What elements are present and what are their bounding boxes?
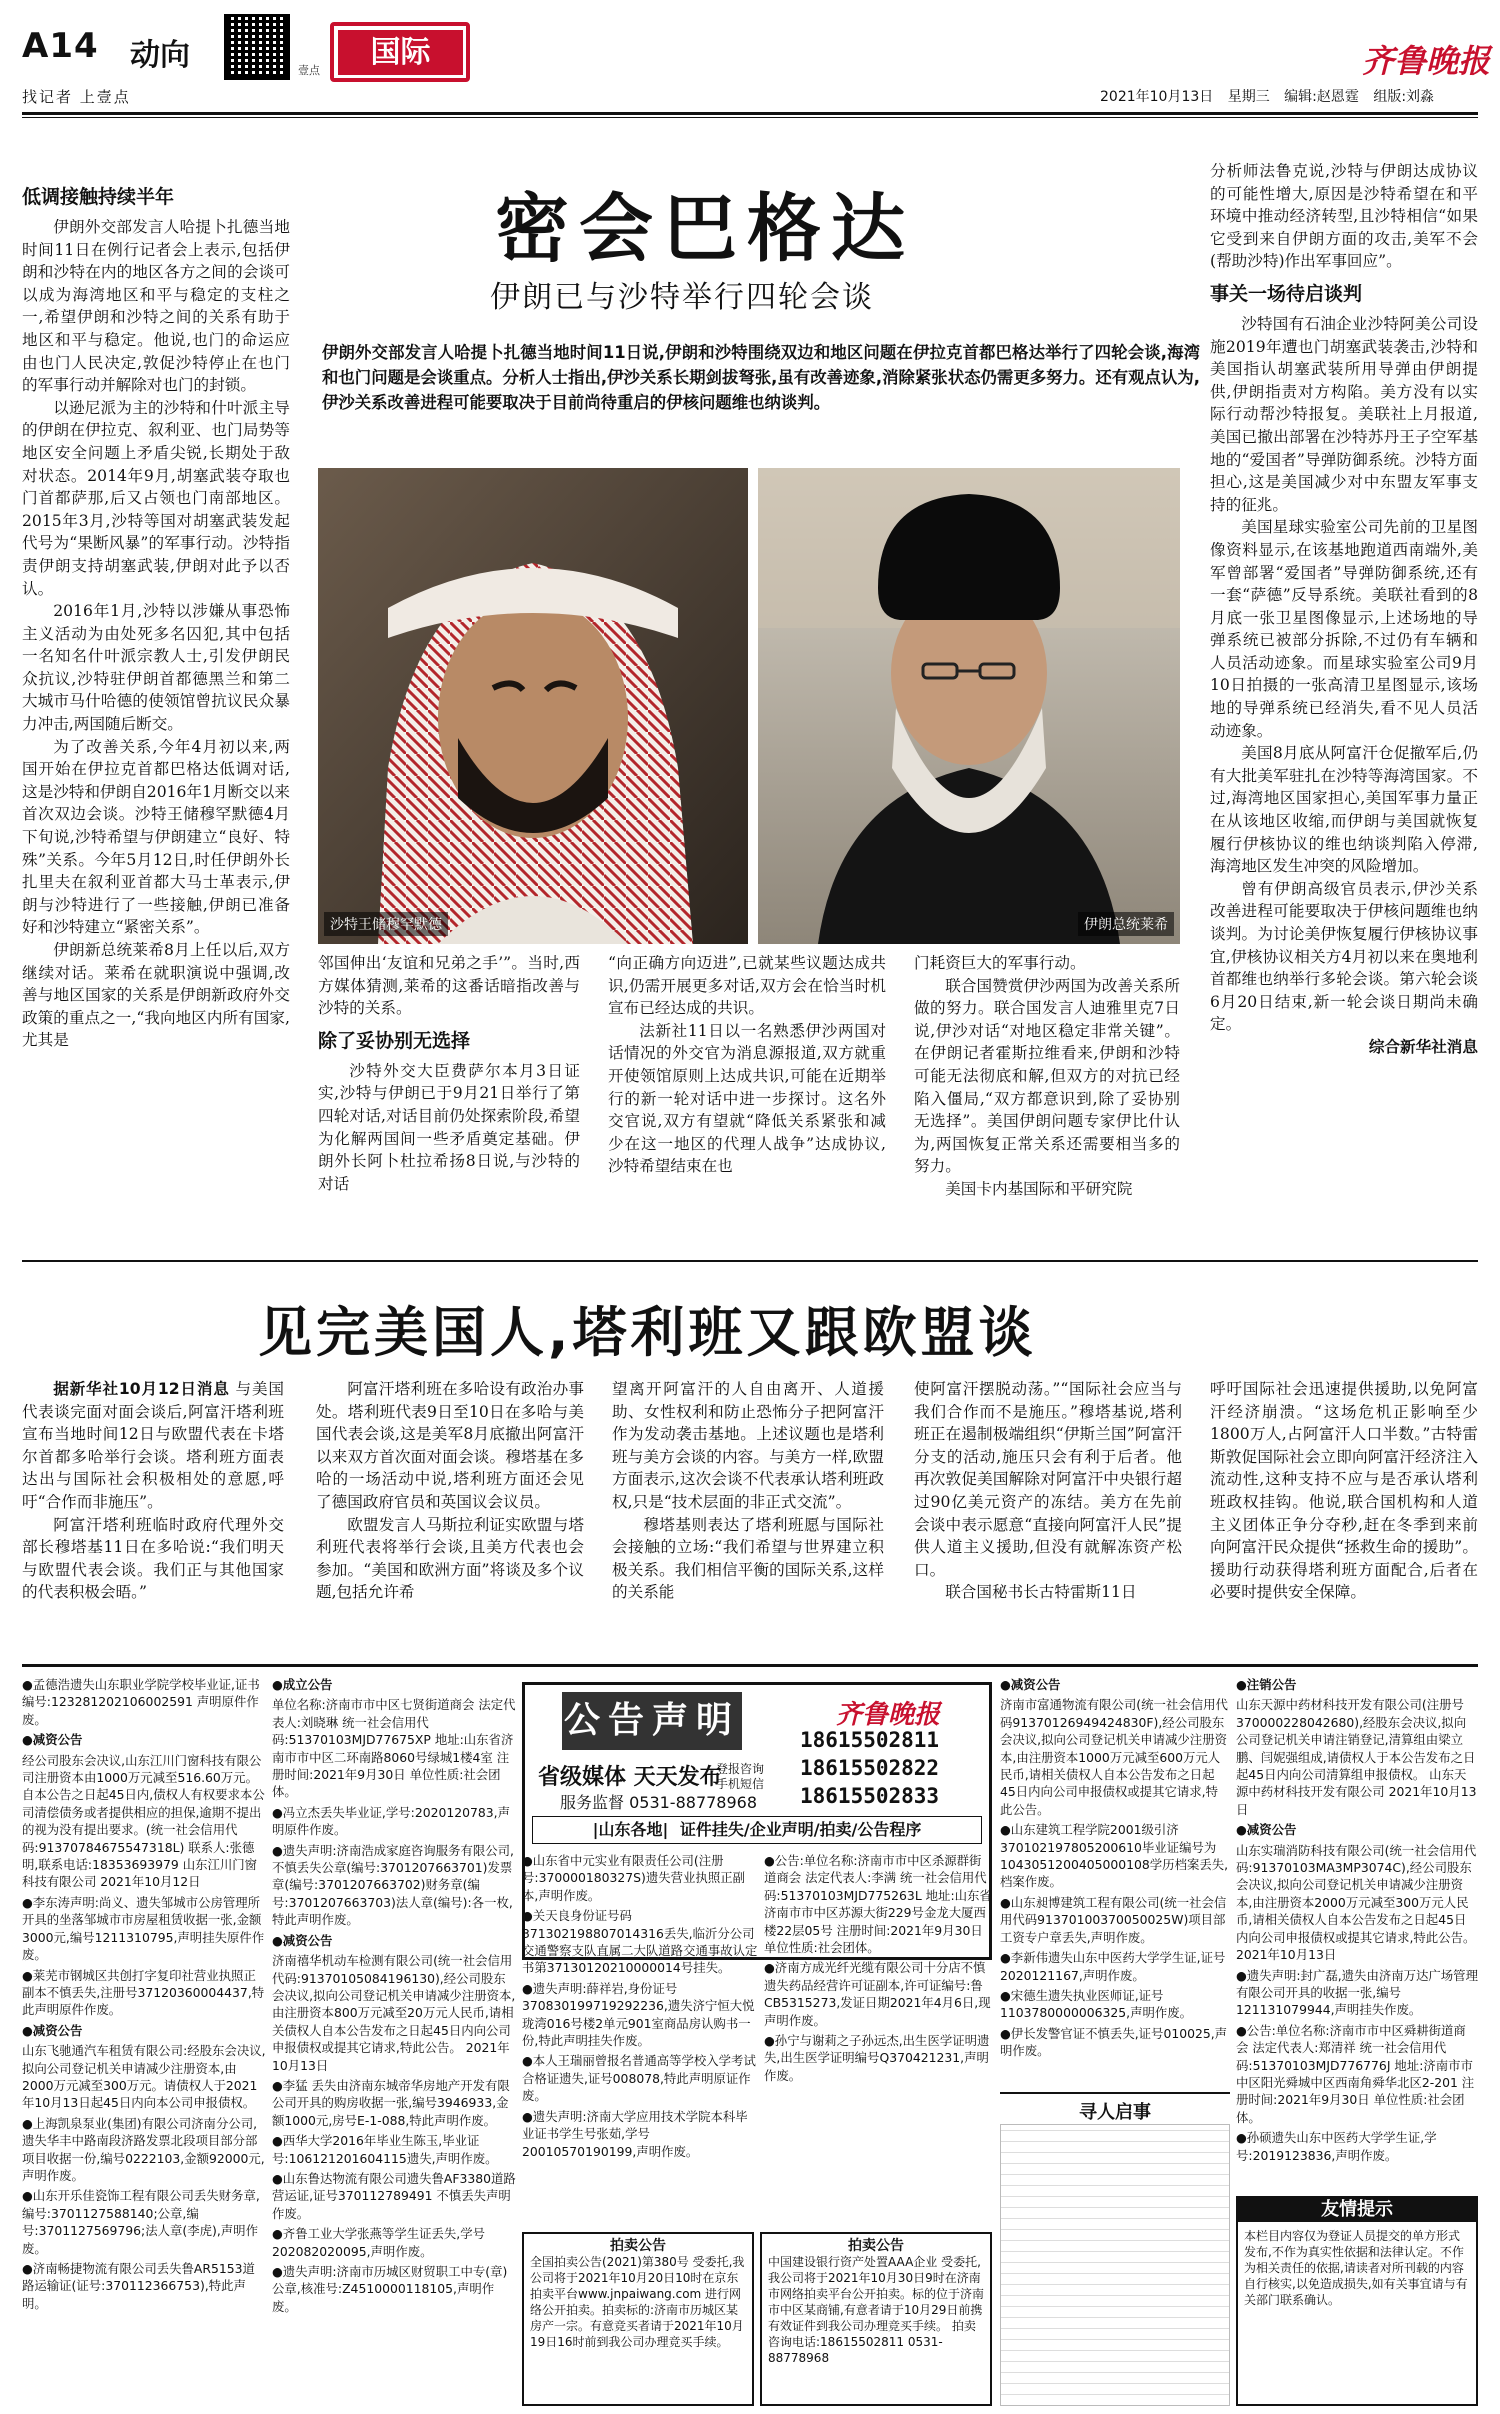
notice-category-bar: |山东各地| 证件挂失/企业声明/拍卖/公告程序 [532, 1816, 982, 1844]
ad-item: 济南禧华机动车检测有限公司(统一社会信用代码:91370105084196130),经公司股东会决议,拟向公司登记机关申请减少注册资本,由注册资本800万元减至20万元人民币,请相关债权人自本公告发布之日起45日内向公司申报债权或提其它请求,特此公告。 2021年10月13日 [272, 1953, 516, 2073]
story1-subhead-1: 低调接触持续半年 [22, 186, 175, 208]
ad-item: ●减资公告 [1236, 1822, 1297, 1838]
page-number: A14 [22, 26, 99, 66]
paragraph: 穆塔基则表达了塔利班愿与国际社会接触的立场:“我们希望与世界建立积极关系。我们相信平衡的国际关系,这样的关系能 [612, 1515, 884, 1602]
paragraph: 门耗资巨大的军事行动。 [914, 954, 1086, 972]
notice-reg-note: 登报咨询 手机短信 [716, 1762, 765, 1791]
ad-item: ●上海凯泉泵业(集团)有限公司济南分公司,遗失华丰中路南段济路发票北段项目部分部项目收据一份,编号0222103,金额92000元,声明作废。 [22, 2115, 265, 2183]
notice-phone-3[interactable]: 18615502833 [800, 1784, 940, 1808]
story1-column-1 [22, 182, 290, 1244]
paragraph-text: 与美国代表谈完面对面会谈后,阿富汗塔利班宣布当地时间12日与欧盟代表在卡塔尔首都多哈举行会谈。塔利班方面表达出与国际社会积极相处的意愿,呼吁“合作而非施压”。 [22, 1380, 284, 1511]
notice-box-title: 公告声明 [562, 1692, 742, 1750]
story1-credit: 综合新华社消息 [1368, 1037, 1478, 1056]
photo-caption-2: 伊朗总统莱希 [1078, 912, 1174, 936]
auction-a-text: 全国拍卖公告(2021)第380号 受委托,我公司将于2021年10月20日10时在京东拍卖平台www.jnpaiwang.com 进行网络公开拍卖。拍卖标的:济南市历城区某房产一宗。有意竞买者请于2021年10月19日16时前到我公司办理竞买手续。 [530, 2255, 745, 2349]
paragraph: 沙特国有石油企业沙特阿美公司设施2019年遭也门胡塞武装袭击,沙特和美国指认胡塞武装所用导弹由伊朗提供,伊朗指责对方构陷。美方没有以实际行动帮沙特报复。美联社上月报道,美国已撤出部署在沙特苏丹王子空军基地的“爱国者”导弹防御系统。沙特方面担心,这是美国减少对中东盟友军事支持的征兆。 [1210, 314, 1478, 514]
ad-item: ●山东昶博建筑工程有限公司(统一社会信用代码91370100370050025W)项目部工资专户章丢失,声明作废。 [1000, 1894, 1227, 1945]
notice-phone-1[interactable]: 18615502811 [800, 1728, 940, 1752]
ad-item: ●关天良身份证号码371302198807014316丢失,临沂分公司交通警察支队直属二大队道路交通事故认定书第37130120210000014号挂失。 [522, 1908, 758, 1976]
notice-box-logo: 齐鲁晚报 [836, 1700, 941, 1730]
ad-item: ●减资公告 [22, 2022, 83, 2038]
story1-lede: 伊朗外交部发言人哈提卜扎德当地时间11日说,伊朗和沙特围绕双边和地区问题在伊拉克首都巴格达举行了四轮会谈,海湾和也门问题是会谈重点。分析人士指出,伊沙关系长期剑拔弩张,虽有改善迹象,消除紧张状态仍需更多努力。还有观点认为,伊沙关系改善进程可能要取决于目前尚待重启的伊核问题维也纳谈判。 [322, 343, 1200, 412]
newspaper-logo: 齐鲁晚报 [1362, 42, 1491, 80]
paragraph: 望离开阿富汗的人自由离开、人道援助、女性权利和防止恐怖分子把阿富汗作为发动袭击基地。上述议题也是塔利班与美方会谈的内容。与美方一样,欧盟方面表示,这次会谈不代表承认塔利班政权,只是“技术层面的非正式交流”。 [612, 1380, 884, 1511]
ad-item: ●注销公告 [1236, 1677, 1297, 1692]
paragraph: 联合国赞赏伊沙两国为改善关系所做的努力。联合国发言人迪雅里克7日说,伊沙对话“对地区稳定非常关键”。在伊朗记者霍斯拉维看来,伊朗和沙特可能无法彻底和解,但双方的对抗已经陷入僵局,“双方都意识到,除了妥协别无选择”。美国伊朗问题专家伊比什认为,两国恢复正常关系还需要相当多的努力。 [914, 976, 1180, 1176]
story2-column-1 [22, 1378, 284, 1650]
portrait-iran-image [758, 468, 1180, 944]
ads-column-1 [22, 1676, 266, 2406]
ad-item: ●孟德浩遗失山东职业学院学校毕业证,证书编号:123281202106002591 声明原件作废。 [22, 1677, 260, 1727]
seek-person-notice [1000, 2124, 1230, 2406]
paragraph: 阿富汗塔利班临时政府代理外交部长穆塔基11日在多哈说:“我们明天与欧盟代表会谈。我们正与其他国家的代表积极会晤。” [22, 1515, 284, 1602]
reporter-hotline: 找记者 上壹点 [22, 88, 131, 106]
ad-item: ●减资公告 [272, 1932, 333, 1948]
ads-column-3a [522, 1852, 758, 2224]
issue-editor: 编辑:赵恩霆 [1284, 89, 1359, 105]
paragraph: 曾有伊朗高级官员表示,伊沙关系改善进程可能要取决于伊核问题维也纳谈判。为讨论美伊恢复履行伊核协议事宜,伊核协议相关方4月初以来在奥地利首都维也纳举行多轮会谈。第六轮会谈6月20日结束,新一轮会谈日期尚未确定。 [1210, 879, 1478, 1034]
paragraph: 伊朗外交部发言人哈提卜扎德当地时间11日在例行记者会上表示,包括伊朗和沙特在内的地区各方之间的会谈可以成为海湾地区和平与稳定的支柱之一,希望伊朗和沙特之间的关系有助于地区和平与稳定。他说,也门的命运应由也门人民决定,敦促沙特停止在也门的军事行动并解除对也门的封锁。 [22, 218, 290, 395]
ad-item: ●山东省中元实业有限责任公司(注册号:370000180327S)遗失营业执照正副本,声明作废。 [522, 1853, 745, 1903]
story1-title: 密会巴格达 [495, 186, 915, 272]
story1-column-4 [914, 952, 1180, 1244]
friendly-tip-box [1236, 2196, 1478, 2406]
photo-caption-1: 沙特王储穆罕默德 [324, 912, 448, 936]
notice-service-line: 服务监督 0531-88778968 [560, 1793, 758, 1812]
paragraph: 美国卡内基国际和平研究院 [945, 1179, 1133, 1198]
story2-column-2 [316, 1378, 584, 1650]
ad-item: ●山东鲁达物流有限公司遗失鲁AF3380道路营运证,证号370112789491 不慎丢失声明作废。 [272, 2170, 516, 2221]
ad-item: 山东天源中药材科技开发有限公司(注册号370000228042680),经股东会决议,拟向公司登记机关申请注销登记,清算组由梁立鹏、闫妮强组成,请债权人于本公告发布之日起45日内向公司清算组申报债权。 山东天源中药材科技开发有限公司 2021年10月13日 [1236, 1697, 1477, 1817]
ad-item: 山东飞驰通汽车租赁有限公司:经股东会决议,拟向公司登记机关申请减少注册资本,由2000万元减至300万元。请债权人于2021年10月13日起45日内向本公司申报债权。 [22, 2043, 266, 2111]
paragraph: 邻国伸出‘友谊和兄弟之手’”。当时,西方媒体猜测,莱希的这番话暗指改善与沙特的关系。 [318, 954, 580, 1018]
story1-subhead-3: 事关一场待启谈判 [1210, 282, 1363, 305]
seek-person-heading: 寻人启事 [1000, 2092, 1230, 2124]
issue-weekday: 星期三 [1227, 89, 1270, 105]
ad-item: ●孙宁与谢莉之子孙远杰,出生医学证明遗失,出生医学证明编号Q370421231,声明作废。 [764, 2033, 990, 2083]
ads-column-3b [764, 1852, 992, 2224]
paragraph: 法新社11日以一名熟悉伊沙两国对话情况的外交官为消息源报道,双方就重开使领馆原则上达成共识,可能在近期举行的新一轮对话中进一步探讨。这名外交官说,双方有望就“降低关系紧张和减少在这一地区的代理人战争”达成协议,沙特希望结束在也 [608, 1021, 886, 1176]
section-tag: 国际 [338, 30, 463, 75]
paragraph: 联合国秘书长古特雷斯11日 [945, 1583, 1137, 1602]
ad-item: ●宋德生遗失执业医师证,证号1103780000006325,声明作废。 [1000, 1987, 1193, 2021]
ad-item: ●遗失声明:薛祥岩,身份证号370830199719292236,遗失济宁恒大悦珑湾016号楼2单元901室商品房认购书一份,特此声明挂失作废。 [522, 1980, 755, 2049]
story2-column-5 [1210, 1378, 1478, 1650]
story2-dateline: 据新华社10月12日消息 [53, 1380, 230, 1398]
story1-column-3 [608, 952, 886, 1244]
qr-code-label: 壹点 [298, 64, 320, 77]
paragraph: 2016年1月,沙特以涉嫌从事恐怖主义活动为由处死多名囚犯,其中包括一名知名什叶派宗教人士,引发伊朗民众抗议,沙特驻伊朗首都德黑兰和第二大城市马什哈德的使领馆曾抗议民众暴力冲击,两国随后断交。 [22, 602, 290, 734]
notice-slogan: 省级媒体 天天发布 [538, 1765, 722, 1790]
ad-item: ●孙硕遗失山东中医药大学学生证,学号:2019123836,声明作废。 [1236, 2130, 1437, 2163]
ad-item: ●西华大学2016年毕业生陈玉,毕业证号:106121201604115遗失,声明作废。 [272, 2133, 498, 2166]
ad-item: ●山东建筑工程学院2001级引济370102197805200610毕业证编号为1043051200405000108学历档案丢失,档案作废。 [1000, 1822, 1229, 1890]
ad-item: ●减资公告 [22, 1732, 83, 1748]
ad-item: ●李东涛声明:尚义、遗失邹城市公房管理所开具的坐落邹城市市房屋租赁收据一张,金额3000元,编号1211310795,声明挂失原件作废。 [22, 1894, 265, 1963]
paragraph: 分析师法鲁克说,沙特与伊朗达成协议的可能性增大,原因是沙特希望在和平环境中推动经济转型,且沙特相信“如果它受到来自伊朗方面的攻击,美军不会(帮助沙特)作出军事回应”。 [1210, 162, 1478, 271]
photo-saudi-crown-prince [318, 468, 748, 944]
paragraph: “向正确方向迈进”,已就某些议题达成共识,仍需开展更多对话,双方会在恰当时机宣布已经达成的共识。 [608, 954, 886, 1018]
ad-item: 单位名称:济南市市中区七贤街道商会 法定代表人:刘晓琳 统一社会信用代码:51370103MJD77675XP 地址:山东省济南市市中区二环南路8060号绿城1楼4室 注册时间:2021年9月30日 单位性质:社会团体。 [272, 1697, 516, 1800]
ad-item: ●减资公告 [1000, 1677, 1061, 1692]
ad-item: ●遗失声明:济南浩成家庭咨询服务有限公司,不慎丢失公章(编号:3701207663701)发票章(编号:3701207663702)财务章(编号:3701207663703)法人章(编号):各一枚,特此声明作废。 [272, 1842, 514, 1928]
story2-title: 见完美国人,塔利班又跟欧盟谈 [258, 1301, 1037, 1364]
ad-item: ●济南畅捷物流有限公司丢失鲁AR5153道路运输证(证号:370112366753),特此声明。 [22, 2261, 255, 2311]
ads-column-4 [1000, 1676, 1230, 2086]
paragraph: 欧盟发言人马斯拉利证实欧盟与塔利班代表将举行会谈,且美方代表也会参加。“美国和欧洲方面”将谈及多个议题,包括允许希 [316, 1515, 584, 1602]
ad-item: ●伊长发警官证不慎丢失,证号010025,声明作废。 [1000, 2025, 1228, 2059]
paragraph: 沙特外交大臣费萨尔本月3日证实,沙特与伊朗已于9月21日举行了第四轮对话,对话目前仍处探索阶段,希望为化解两国间一些矛盾奠定基础。伊朗外长阿卜杜拉希扬8日说,与沙特的对话 [318, 1061, 580, 1193]
ad-item: ●李猛 丢失由济南东城帝华房地产开发有限公司开具的购房收据一张,编号3946933,金额1000元,房号E-1-088,特此声明作废。 [272, 2077, 510, 2128]
ad-item: ●公告:单位名称:济南市市中区杀源群街道商会 法定代表人:李满 统一社会信用代码:51370103MJD775263L 地址:山东省济南市市中区苏源大街229号金龙大厦西楼22层05号 注册时间:2021年9月30日 单位性质:社会团体。 [764, 1853, 992, 1956]
paragraph: 阿富汗塔利班在多哈设有政治办事处。塔利班代表9日至10日在多哈与美国代表会谈,这是美军8月底撤出阿富汗以来双方首次面对面会谈。穆塔基在多哈的一场活动中说,塔利班方面还会见了德国政府官员和英国议会议员。 [316, 1380, 584, 1511]
header-rule [22, 112, 1478, 115]
paragraph: 以逊尼派为主的沙特和什叶派主导的伊朗在伊拉克、叙利亚、也门局势等地区安全问题上矛盾尖锐,长期处于敌对状态。2014年9月,胡塞武装夺取也门首都萨那,后又占领也门南部地区。2015年3月,沙特等国对胡塞武装发起代号为“果断风暴”的军事行动。沙特指责伊朗支持胡塞武装,伊朗对此予以否认。 [22, 398, 290, 598]
auction-a-title: 拍卖公告 [610, 2238, 666, 2254]
ads-column-2 [272, 1676, 516, 2406]
ad-item: ●山东开乐佳瓷饰工程有限公司丢失财务章,编号:3701127588140;公章,编号:3701127569796;法人章(李虎),声明作废。 [22, 2188, 260, 2256]
friendly-tip-text: 本栏目内容仅为登证人员提交的单方形式发布,不作为真实性依据和法律认定。不作为相关责任的依据,请读者对所刊载的内容自行核实,以免造成损失,如有关事宜请与有关部门联系确认。 [1244, 2229, 1468, 2307]
paragraph: 为了改善关系,今年4月初以来,两国开始在伊拉克首都巴格达低调对话,这是沙特和伊朗自2016年1月断交以来首次双边会谈。沙特王储穆罕默德4月下旬说,沙特希望与伊朗建立“良好、特殊”关系。今年5月12日,时任伊朗外长扎里夫在叙利亚首都大马士革表示,伊朗与沙特进行了一些接触,伊朗已准备好和沙特建立“紧密关系”。 [22, 737, 290, 937]
portrait-saudi-image [318, 468, 748, 944]
ads-divider [22, 1664, 1478, 1667]
ad-item: ●莱芜市钢城区共创打字复印社营业执照正副本不慎丢失,注册号37120360004437,特此声明原件作废。 [22, 1967, 265, 2018]
ad-item: ●本人王瑞丽曾报名普通高等学校入学考试合格证遗失,证号008078,特此声明原证作废。 [522, 2053, 756, 2104]
paragraph: 美国星球实验室公司先前的卫星图像资料显示,在该基地跑道西南端外,美军曾部署“爱国者”导弹防御系统,还有一套“萨德”反导系统。美联社看到的8月底一张卫星图像显示,上述场地的导弹系统已被部分拆除,不过仍有车辆和人员活动迹象。而星球实验室公司9月10日拍摄的一张高清卫星图显示,该场地的导弹系统已经消失,看不见人员活动迹象。 [1210, 518, 1478, 740]
story2-column-4 [914, 1378, 1182, 1650]
ad-item: ●李新伟遗失山东中医药大学学生证,证号2020121167,声明作废。 [1000, 1950, 1226, 1983]
ad-item: 山东实瑞消防科技有限公司(统一社会信用代码:91370103MA3MP3074C),经公司股东会决议,拟向公司登记机关申请减少注册资本,由注册资本2000万元减至300万元人民币,请相关债权人自本公告发布之日起45日内向公司申报债权或提其它请求,特此公告。 2021年10月13日 [1236, 1842, 1477, 1963]
ad-item: ●遗失声明:封广磊,遗失由济南万达广场管理有限公司开具的收据一张,编号121131079944,声明挂失作废。 [1236, 1967, 1478, 2018]
auction-notice-a [522, 2232, 754, 2406]
photo-iran-president [758, 468, 1180, 944]
story1-subtitle: 伊朗已与沙特举行四轮会谈 [490, 280, 874, 315]
paragraph [22, 1378, 284, 1514]
issue-meta [1100, 86, 1434, 106]
issue-designer: 组版:刘淼 [1373, 89, 1435, 105]
story2-column-3 [612, 1378, 884, 1650]
section-divider [22, 1260, 1478, 1262]
ad-item: 经公司股东会决议,山东江川门窗科技有限公司注册资本由1000万元减至516.60万元。自本公告之日起45日内,债权人有权要求本公司清偿债务或者提供相应的担保,逾期不提出的视为没有提出要求。(统一社会信用代码:91370784675547318L) 联系人:张德明,联系电话:18353693979 山东江川门窗科技有限公司 2021年10月12日 [22, 1752, 265, 1890]
story1-column-5 [1210, 160, 1478, 1244]
auction-notice-b [760, 2232, 992, 2406]
paragraph: 美国8月底从阿富汗仓促撤军后,仍有大批美军驻扎在沙特等海湾国家。不过,海湾地区国家担心,美国军事力量正在从该地区收缩,而伊朗与美国就恢复履行伊核协议的维也纳谈判陷入停滞,海湾地区发生冲突的风险增加。 [1210, 744, 1478, 876]
ad-item: 济南市富通物流有限公司(统一社会信用代码91370126949424830F),经公司股东会决议,拟向公司登记机关申请减少注册资本,由注册资本1000万元减至600万元人民币,请相关债权人自本公告发布之日起45日内向公司申报债权或提其它请求,特此公告。 [1000, 1697, 1228, 1817]
story1-column-2 [318, 952, 580, 1244]
qr-code-icon[interactable] [224, 14, 290, 80]
ad-item: ●济南方成光纤光缆有限公司十分店不慎遗失药品经营许可证副本,许可证编号:鲁CB5315273,发证日期2021年4月6日,现声明作废。 [764, 1960, 991, 2028]
story1-subhead-2: 除了妥协别无选择 [318, 1029, 471, 1052]
ad-item: ●公告:单位名称:济南市市中区舜耕街道商会 法定代表人:郑清祥 统一社会信用代码:51370103MJD776776J 地址:济南市市中区阳光舜城中区西南角舜华北区2-201 注册时间:2021年9月30日 单位性质:社会团体。 [1236, 2022, 1475, 2125]
paragraph: 呼吁国际社会迅速提供援助,以免阿富汗经济崩溃。“这场危机正影响至少1800万人,占阿富汗人口半数。”古特雷斯敦促国际社会立即向阿富汗经济注入流动性,这种支持不应与是否承认塔利班政权挂钩。他说,联合国机构和人道主义团体正争分夺秒,赶在冬季到来前向阿富汗民众提供“拯救生命的援助”。援助行动获得塔利班方面配合,后者在必要时提供安全保障。 [1210, 1380, 1478, 1602]
paragraph: 使阿富汗摆脱动荡。”“国际社会应当与我们合作而不是施压。”穆塔基说,塔利班正在遏制极端组织“伊斯兰国”阿富汗分支的活动,施压只会有利于后者。他再次敦促美国解除对阿富汗中央银行超过90亿美元资产的冻结。美方在先前会谈中表示愿意“直接向阿富汗人民”提供人道主义援助,但没有就解冻资产松口。 [914, 1380, 1182, 1579]
header-rule-thin [22, 117, 1478, 118]
section-name: 动向 [130, 38, 190, 73]
ad-item: ●遗失声明:济南市历城区财贸职工中专(章)公章,核准号:Z4510000118105,声明作废。 [272, 2264, 508, 2314]
auction-b-title: 拍卖公告 [848, 2238, 904, 2254]
auction-b-text: 中国建设银行资产处置AAA企业 受委托,我公司将于2021年10月30日9时在济南市网络拍卖平台公开拍卖。标的位于济南市中区某商铺,有意者请于10月29日前携有效证件到我公司办理竞买手续。 拍卖咨询电话:18615502811 0531-88778968 [768, 2255, 985, 2365]
paragraph: 伊朗新总统莱希8月上任以后,双方继续对话。莱希在就职演说中强调,改善与地区国家的关系是伊朗新政府外交政策的重点之一,“我向地区内所有国家,尤其是 [22, 941, 290, 1050]
ad-item: ●冯立杰丢失毕业证,学号:2020120783,声明原件作废。 [272, 1804, 510, 1838]
friendly-tip-title: 友情提示 [1238, 2198, 1476, 2222]
ad-item: ●遗失声明:济南大学应用技术学院本科毕业证书学生号张茹,学号20010570190199,声明作废。 [522, 2108, 748, 2159]
issue-date: 2021年10月13日 [1100, 89, 1214, 105]
ads-column-5 [1236, 1676, 1478, 2194]
notice-phone-2[interactable]: 18615502822 [800, 1756, 940, 1780]
ad-item: ●成立公告 [272, 1677, 333, 1692]
ad-item: ●齐鲁工业大学张燕等学生证丢失,学号202082020095,声明作废。 [272, 2226, 485, 2259]
